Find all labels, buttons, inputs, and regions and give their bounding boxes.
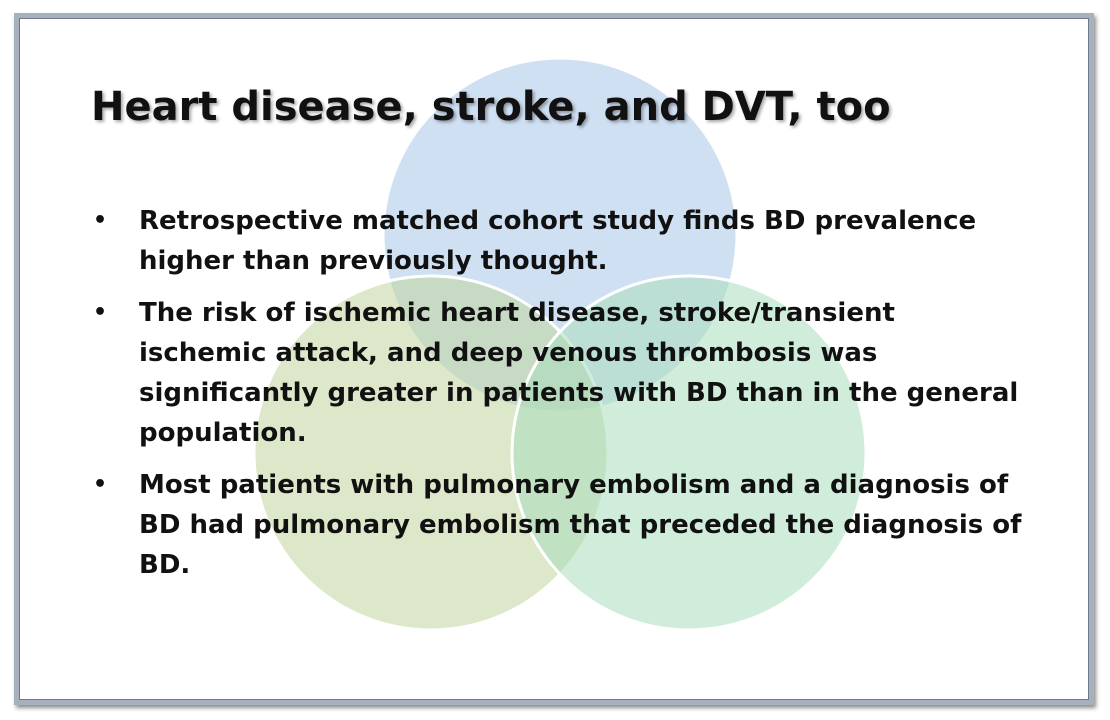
bullet-marker: • xyxy=(93,208,108,233)
bullet-item xyxy=(87,201,1027,281)
slide-title: Heart disease, stroke, and DVT, too xyxy=(91,84,891,130)
bullet-marker: • xyxy=(93,300,108,325)
bullet-text: Retrospective matched cohort study finds BD prevalence higher than previously thought. xyxy=(139,206,977,276)
slide xyxy=(14,13,1094,705)
bullet-text: Most patients with pulmonary embolism and a diagnosis of BD had pulmonary embolism that preceded the diagnosis of BD. xyxy=(139,470,1022,580)
bullet-item xyxy=(87,293,1027,453)
bullet-marker: • xyxy=(93,472,108,497)
bullet-text: The risk of ischemic heart disease, stroke/transient ischemic attack, and deep venous thrombosis was significantly greater in patients with BD than in the general population. xyxy=(139,298,1019,448)
bullet-list xyxy=(87,201,1027,597)
bullet-item xyxy=(87,465,1027,585)
